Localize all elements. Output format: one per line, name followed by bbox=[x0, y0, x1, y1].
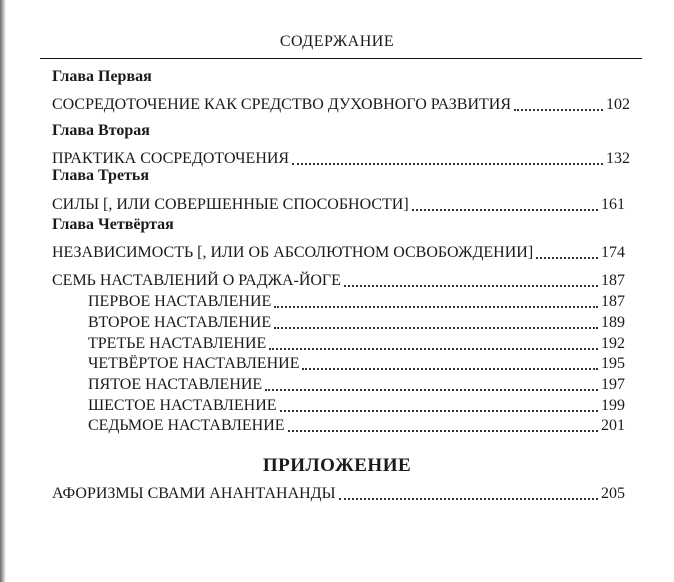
toc-entry-title: НЕЗАВИСИМОСТЬ [, ИЛИ ОБ АБСОЛЮТНОМ ОСВОБОЖДЕНИИ] bbox=[52, 244, 534, 261]
toc-subentry-page: 192 bbox=[601, 335, 625, 352]
toc-entry[interactable] bbox=[52, 196, 625, 214]
leader-dots bbox=[292, 153, 603, 165]
toc-entry[interactable] bbox=[52, 96, 630, 114]
toc-subentry-title: ТРЕТЬЕ НАСТАВЛЕНИЕ bbox=[88, 335, 267, 352]
leader-dots bbox=[344, 275, 598, 287]
appendix-heading: ПРИЛОЖЕНИЕ bbox=[262, 455, 412, 476]
toc-subentry-title: ПЕРВОЕ НАСТАВЛЕНИЕ bbox=[88, 293, 272, 310]
leader-dots bbox=[339, 488, 598, 500]
toc-entry-title: СИЛЫ [, ИЛИ СОВЕРШЕННЫЕ СПОСОБНОСТИ] bbox=[52, 196, 409, 213]
leader-dots bbox=[274, 317, 598, 329]
toc-subentry-page: 201 bbox=[601, 417, 625, 434]
toc-subentry-page: 195 bbox=[601, 355, 625, 372]
chapter-label: Глава Вторая bbox=[52, 122, 150, 139]
toc-subentry[interactable] bbox=[88, 397, 625, 415]
leader-dots bbox=[269, 338, 598, 350]
toc-entry-instructions[interactable] bbox=[52, 272, 625, 290]
toc-subentry[interactable] bbox=[88, 355, 625, 373]
toc-subentry-page: 189 bbox=[601, 314, 625, 331]
toc-entry-title: СЕМЬ НАСТАВЛЕНИЙ О РАДЖА-ЙОГЕ bbox=[52, 272, 341, 289]
header-rule bbox=[40, 58, 642, 59]
toc-subentry-title: СЕДЬМОЕ НАСТАВЛЕНИЕ bbox=[88, 417, 285, 434]
leader-dots bbox=[536, 247, 598, 259]
toc-entry-title: ПРАКТИКА СОСРЕДОТОЧЕНИЯ bbox=[52, 150, 290, 167]
chapter-label: Глава Первая bbox=[52, 68, 152, 85]
toc-subentry-page: 187 bbox=[601, 293, 625, 310]
toc-entry-page: 102 bbox=[606, 96, 630, 113]
toc-subentry-title: ШЕСТОЕ НАСТАВЛЕНИЕ bbox=[88, 397, 277, 414]
leader-dots bbox=[280, 400, 598, 412]
toc-entry-title: АФОРИЗМЫ СВАМИ АНАНТАНАНДЫ bbox=[52, 485, 336, 502]
toc-entry-page: 174 bbox=[601, 244, 625, 261]
toc-entry-page: 132 bbox=[606, 150, 630, 167]
toc-subentry-title: ЧЕТВЁРТОЕ НАСТАВЛЕНИЕ bbox=[88, 355, 300, 372]
toc-entry[interactable] bbox=[52, 244, 625, 262]
toc-subentry[interactable] bbox=[88, 293, 625, 311]
toc-entry[interactable] bbox=[52, 150, 630, 168]
toc-entry-page: 161 bbox=[601, 196, 625, 213]
toc-entry-page: 205 bbox=[601, 485, 625, 502]
chapter-label: Глава Третья bbox=[52, 167, 150, 184]
toc-subentry-title: ПЯТОЕ НАСТАВЛЕНИЕ bbox=[88, 376, 263, 393]
toc-subentry[interactable] bbox=[88, 314, 625, 332]
chapter-label: Глава Четвёртая bbox=[52, 216, 174, 233]
toc-subentry[interactable] bbox=[88, 335, 625, 353]
toc-subentry-title: ВТОРОЕ НАСТАВЛЕНИЕ bbox=[88, 314, 272, 331]
toc-entry-appendix[interactable] bbox=[52, 485, 625, 503]
toc-subentry-page: 197 bbox=[601, 376, 625, 393]
toc-subentry-page: 199 bbox=[601, 397, 625, 414]
toc-entry-page: 187 bbox=[601, 272, 625, 289]
leader-dots bbox=[514, 99, 603, 111]
leader-dots bbox=[288, 420, 598, 432]
page-header: СОДЕРЖАНИЕ bbox=[279, 33, 395, 50]
toc-subentry[interactable] bbox=[88, 376, 625, 394]
toc-entry-title: СОСРЕДОТОЧЕНИЕ КАК СРЕДСТВО ДУХОВНОГО РАЗВИТИЯ bbox=[52, 96, 512, 113]
toc-subentry[interactable] bbox=[88, 417, 625, 435]
leader-dots bbox=[412, 199, 598, 211]
leader-dots bbox=[302, 358, 598, 370]
leader-dots bbox=[274, 296, 598, 308]
leader-dots bbox=[265, 379, 598, 391]
